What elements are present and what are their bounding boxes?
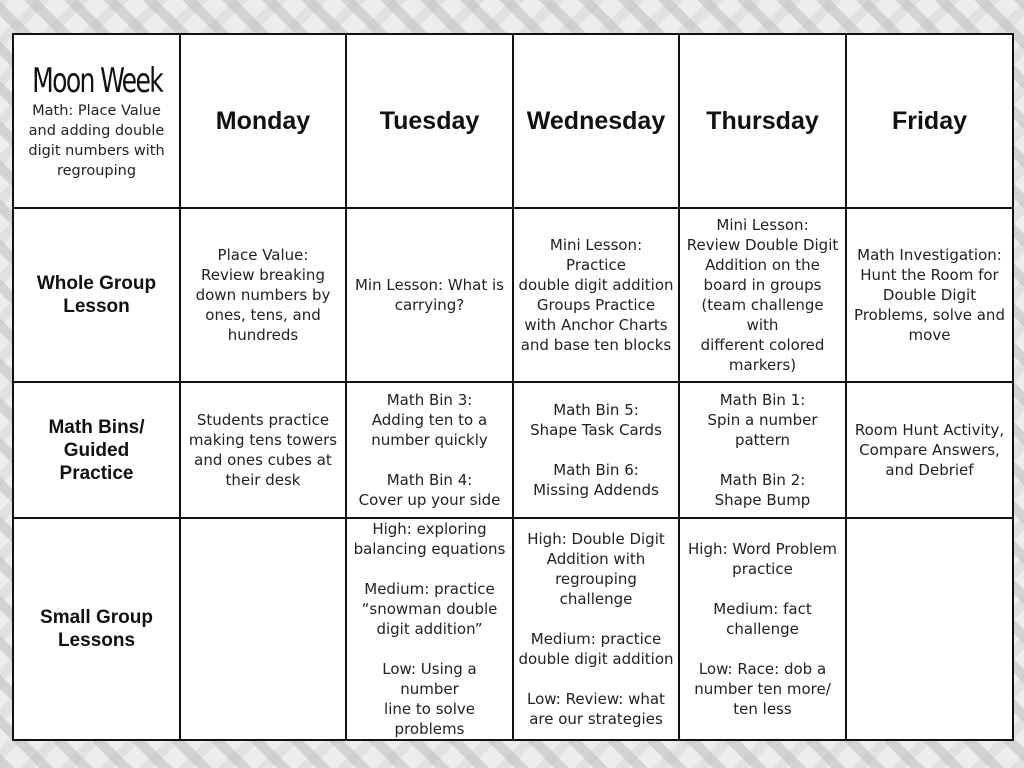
cell-text: Math Bin 2: Shape Bump [714,471,811,509]
cell-friday [846,208,1013,382]
cell-text: Math Bin 1: Spin a number pattern [707,391,818,449]
cell-thursday [679,382,846,518]
cell-thursday [679,208,846,382]
cell-text: Mini Lesson: Practice double digit addition Groups Practice with Anchor Charts and base ten blocks [518,236,674,354]
row-whole-group [13,208,1013,382]
row-label: Math Bins/ Guided Practice [13,382,180,518]
day-header-tuesday: Tuesday [346,34,513,208]
cell-text: High: Double Digit Addition with regrouping challenge [527,530,665,608]
cell-text: Medium: practice double digit addition [518,630,674,668]
cell-wednesday [513,382,679,518]
cell-text: Place Value: Review breaking down numbers by ones, tens, and hundreds [195,246,331,344]
cell-text: Medium: fact challenge [713,600,812,638]
cell-friday [846,382,1013,518]
row-label: Small Group Lessons [13,518,180,740]
week-title-cell [13,34,180,208]
cell-monday [180,518,346,740]
cell-text: Math Bin 3: Adding ten to a number quickly [371,391,488,449]
week-title: Moon Week [32,61,163,101]
day-header-friday: Friday [846,34,1013,208]
cell-text: Math Investigation: Hunt the Room for Double Digit Problems, solve and move [854,246,1005,344]
cell-text: Math Bin 4: Cover up your side [358,471,501,509]
cell-tuesday [346,208,513,382]
cell-monday [180,382,346,518]
cell-text: Medium: practice “snowman double digit addition” [361,580,498,638]
cell-wednesday [513,208,679,382]
cell-text: Mini Lesson: Review Double Digit Addition on the board in groups (team challenge with different colored markers) [686,216,839,374]
cell-wednesday [513,518,679,740]
row-math-bins [13,382,1013,518]
lesson-plan-table [12,33,1014,741]
cell-thursday [679,518,846,740]
cell-monday [180,208,346,382]
cell-text: Low: Race: dob a number ten more/ ten less [694,660,831,718]
cell-text: High: Word Problem practice [688,540,837,578]
cell-text: Min Lesson: What is carrying? [354,276,504,314]
cell-tuesday [346,382,513,518]
cell-text: Low: Using a number line to solve problems [382,660,477,738]
row-label: Whole Group Lesson [13,208,180,382]
cell-tuesday [346,518,513,740]
row-small-group [13,518,1013,740]
week-subtitle: Math: Place Value and adding double digit numbers with regrouping [28,103,165,179]
cell-text: High: exploring balancing equations [353,520,506,558]
day-header-thursday: Thursday [679,34,846,208]
cell-text: Students practice making tens towers and ones cubes at their desk [188,411,338,489]
cell-text: Math Bin 6: Missing Addends [533,461,659,499]
cell-text: Room Hunt Activity, Compare Answers, and Debrief [854,421,1005,479]
header-row [13,34,1013,208]
day-header-monday: Monday [180,34,346,208]
cell-text: Math Bin 5: Shape Task Cards [530,401,662,439]
cell-text: Low: Review: what are our strategies [527,690,665,728]
cell-friday [846,518,1013,740]
day-header-wednesday: Wednesday [513,34,679,208]
